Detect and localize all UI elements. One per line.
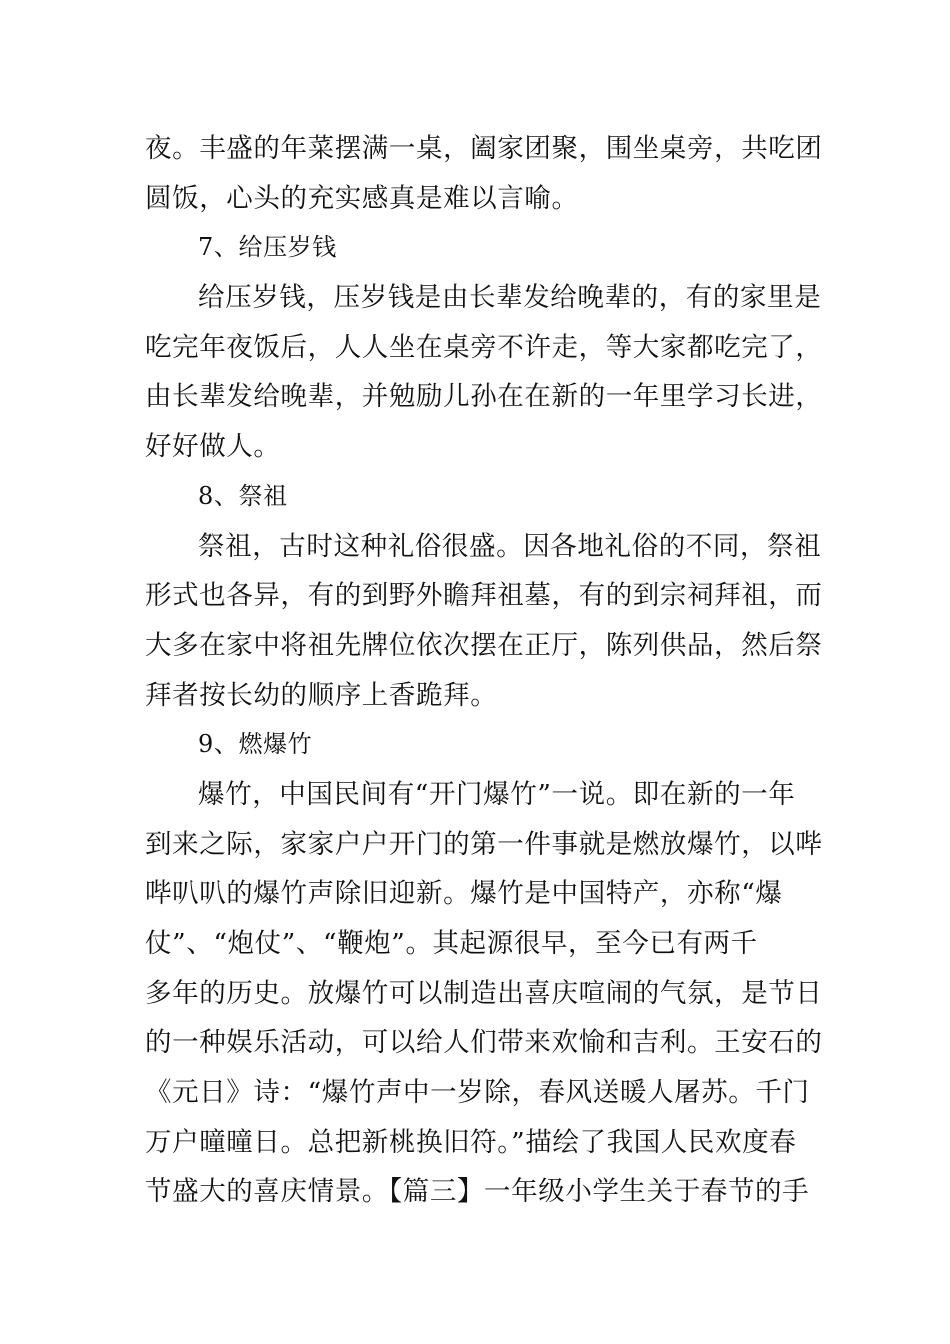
section-heading: 8、祭祖: [198, 481, 288, 510]
text-line: 《元日》诗：“爆竹声中一岁除，春风送暖人屠苏。千门: [145, 1077, 810, 1109]
text-line: 节盛大的喜庆情景。【篇三】一年级小学生关于春节的手: [145, 1176, 810, 1208]
section-heading: 9、燃爆竹: [198, 730, 313, 759]
paragraph-first-line: 给压岁钱，压岁钱是由长辈发给晚辈的，有的家里是: [198, 282, 822, 314]
paragraph-first-line: 爆竹，中国民间有“开门爆竹”一说。即在新的一年: [198, 778, 796, 810]
text-line: 好好做人。: [145, 431, 281, 463]
section-heading: 7、给压岁钱: [198, 233, 337, 262]
text-line: 吃完年夜饭后，人人坐在桌旁不许走，等大家都吃完了，: [145, 331, 823, 363]
text-line: 拜者按长幼的顺序上香跪拜。: [145, 679, 498, 711]
text-line: 大多在家中将祖先牌位依次摆在正厅，陈列供品，然后祭: [145, 629, 823, 661]
text-line: 由长辈发给晚辈，并勉励儿孙在在新的一年里学习长进，: [145, 381, 823, 413]
text-line: 哔叭叭的爆竹声除旧迎新。爆竹是中国特产，亦称“爆: [145, 878, 783, 910]
document-body: [145, 124, 823, 1217]
text-line: 仗”、“炮仗”、“鞭炮”。其起源很早，至今已有两千: [145, 928, 758, 959]
text-line: 到来之际，家家户户开门的第一件事就是燃放爆竹，以哔: [145, 828, 823, 860]
text-line: 万户曈曈日。总把新桃换旧符。”描绘了我国人民欢度春: [145, 1126, 797, 1158]
text-line: 圆饭，心头的充实感真是难以言喻。: [145, 182, 579, 214]
text-line: 形式也各异，有的到野外瞻拜祖墓，有的到宗祠拜祖，而: [145, 580, 823, 612]
text-line: 多年的历史。放爆竹可以制造出喜庆喧闹的气氛，是节日: [145, 977, 823, 1009]
paragraph-first-line: 祭祖，古时这种礼俗很盛。因各地礼俗的不同，祭祖: [198, 530, 822, 562]
text-line: 夜。丰盛的年菜摆满一桌，阖家团聚，围坐桌旁，共吃团: [145, 133, 823, 164]
text-line: 的一种娱乐活动，可以给人们带来欢愉和吉利。王安石的: [145, 1027, 823, 1059]
